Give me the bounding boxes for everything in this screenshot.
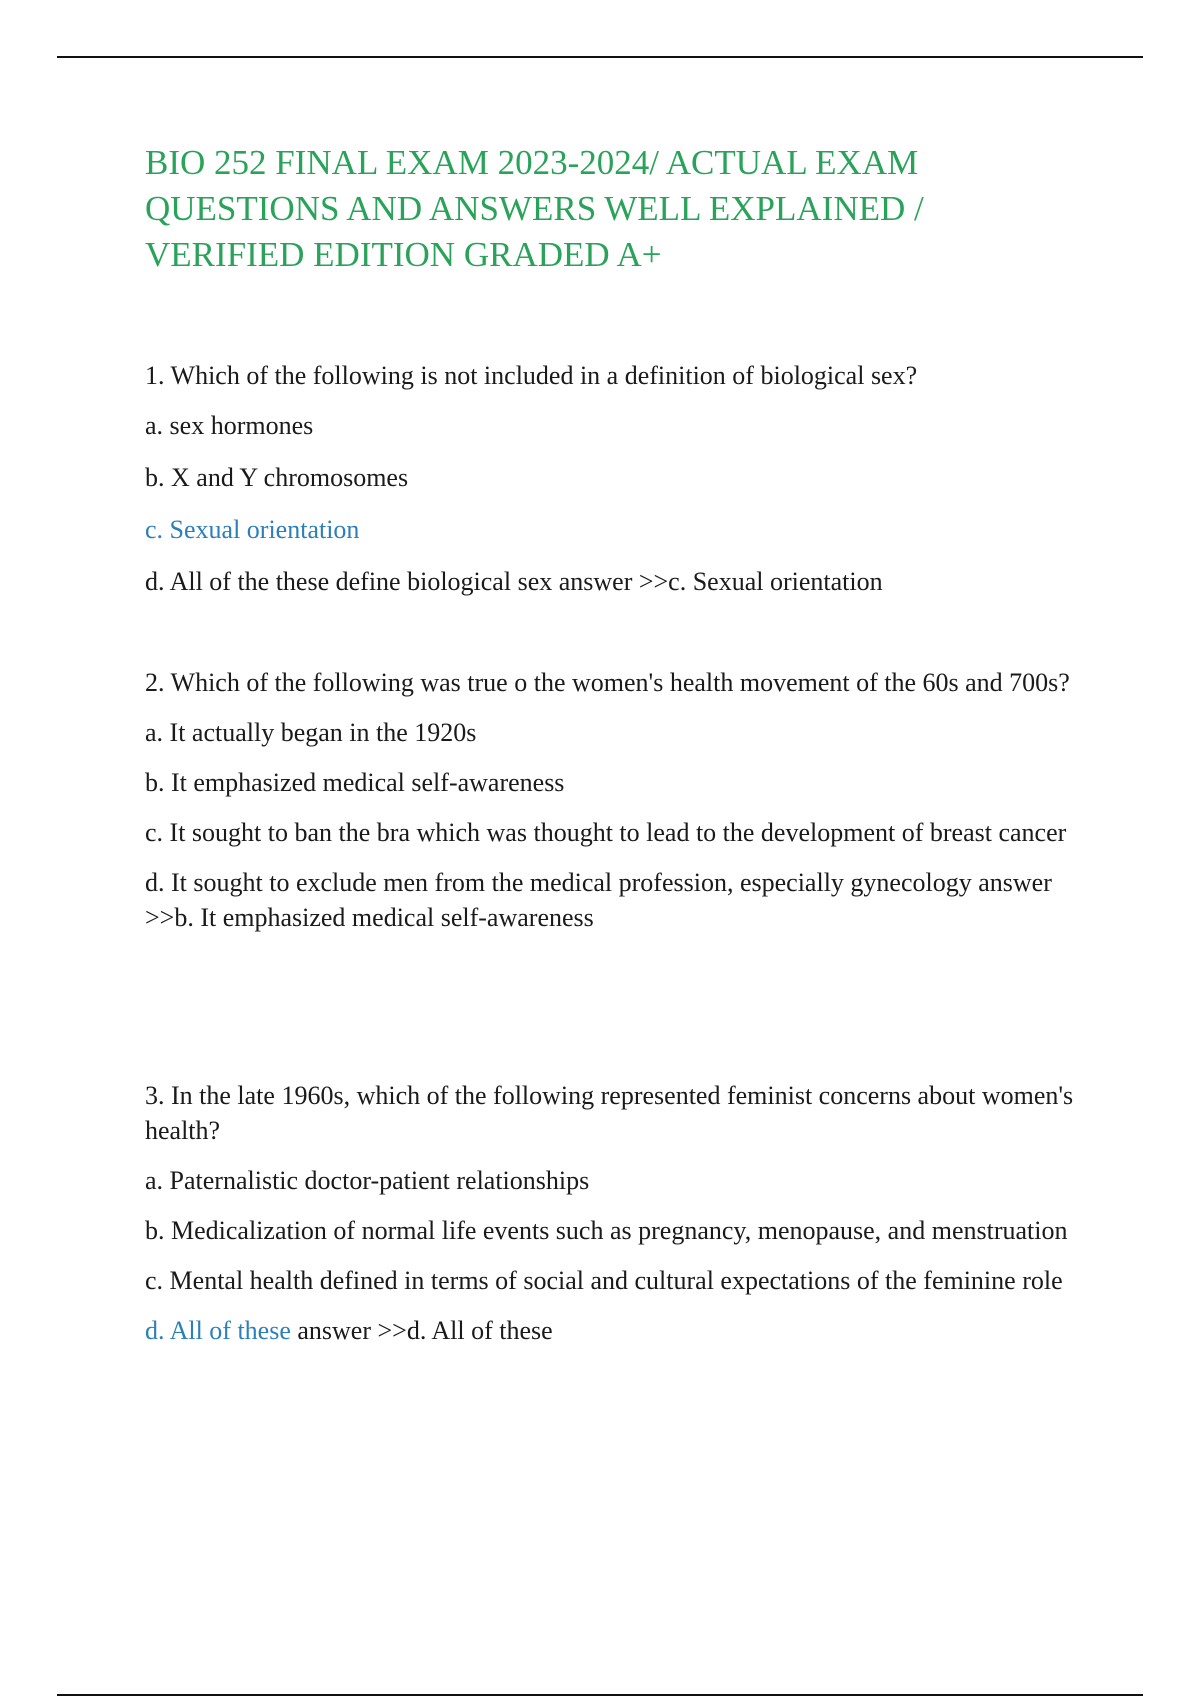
question-2-option-b: b. It emphasized medical self-awareness [145, 768, 565, 797]
bottom-rule [57, 1694, 1143, 1696]
question-3-option-d-line [145, 1313, 1085, 1348]
question-3-option-a: a. Paternalistic doctor-patient relationships [145, 1166, 590, 1195]
question-1-option-b: b. X and Y chromosomes [145, 463, 409, 492]
question-1-option-a: a. sex hormones [145, 411, 314, 440]
question-1 [145, 358, 1085, 599]
question-3-option-d-correct: d. All of these [145, 1316, 291, 1345]
question-3 [145, 1078, 1085, 1348]
question-1-option-c-correct: c. Sexual orientation [145, 515, 360, 544]
question-2-prompt: 2. Which of the following was true o the women's health movement of the 60s and 700s? [145, 668, 1070, 697]
document-title: BIO 252 FINAL EXAM 2023-2024/ ACTUAL EXAM QUESTIONS AND ANSWERS WELL EXPLAINED / VERIFIED EDITION GRADED A+ [145, 143, 924, 274]
question-3-answer-key: answer >>d. All of these [297, 1316, 553, 1345]
question-2-option-a: a. It actually began in the 1920s [145, 718, 477, 747]
question-1-prompt: 1. Which of the following is not included in a definition of biological sex? [145, 361, 918, 390]
question-3-option-c: c. Mental health defined in terms of social and cultural expectations of the feminine role [145, 1266, 1063, 1295]
question-2 [145, 665, 1085, 935]
question-2-option-c: c. It sought to ban the bra which was thought to lead to the development of breast cancer [145, 818, 1067, 847]
question-3-prompt: 3. In the late 1960s, which of the following represented feminist concerns about women's health? [145, 1081, 1074, 1145]
question-2-option-d: d. It sought to exclude men from the medical profession, especially gynecology answer >>b. It emphasized medical self-awareness [145, 868, 1052, 932]
question-3-option-b: b. Medicalization of normal life events such as pregnancy, menopause, and menstruation [145, 1216, 1068, 1245]
top-rule [57, 56, 1143, 58]
question-1-option-d: d. All of the these define biological sex answer >>c. Sexual orientation [145, 567, 883, 596]
